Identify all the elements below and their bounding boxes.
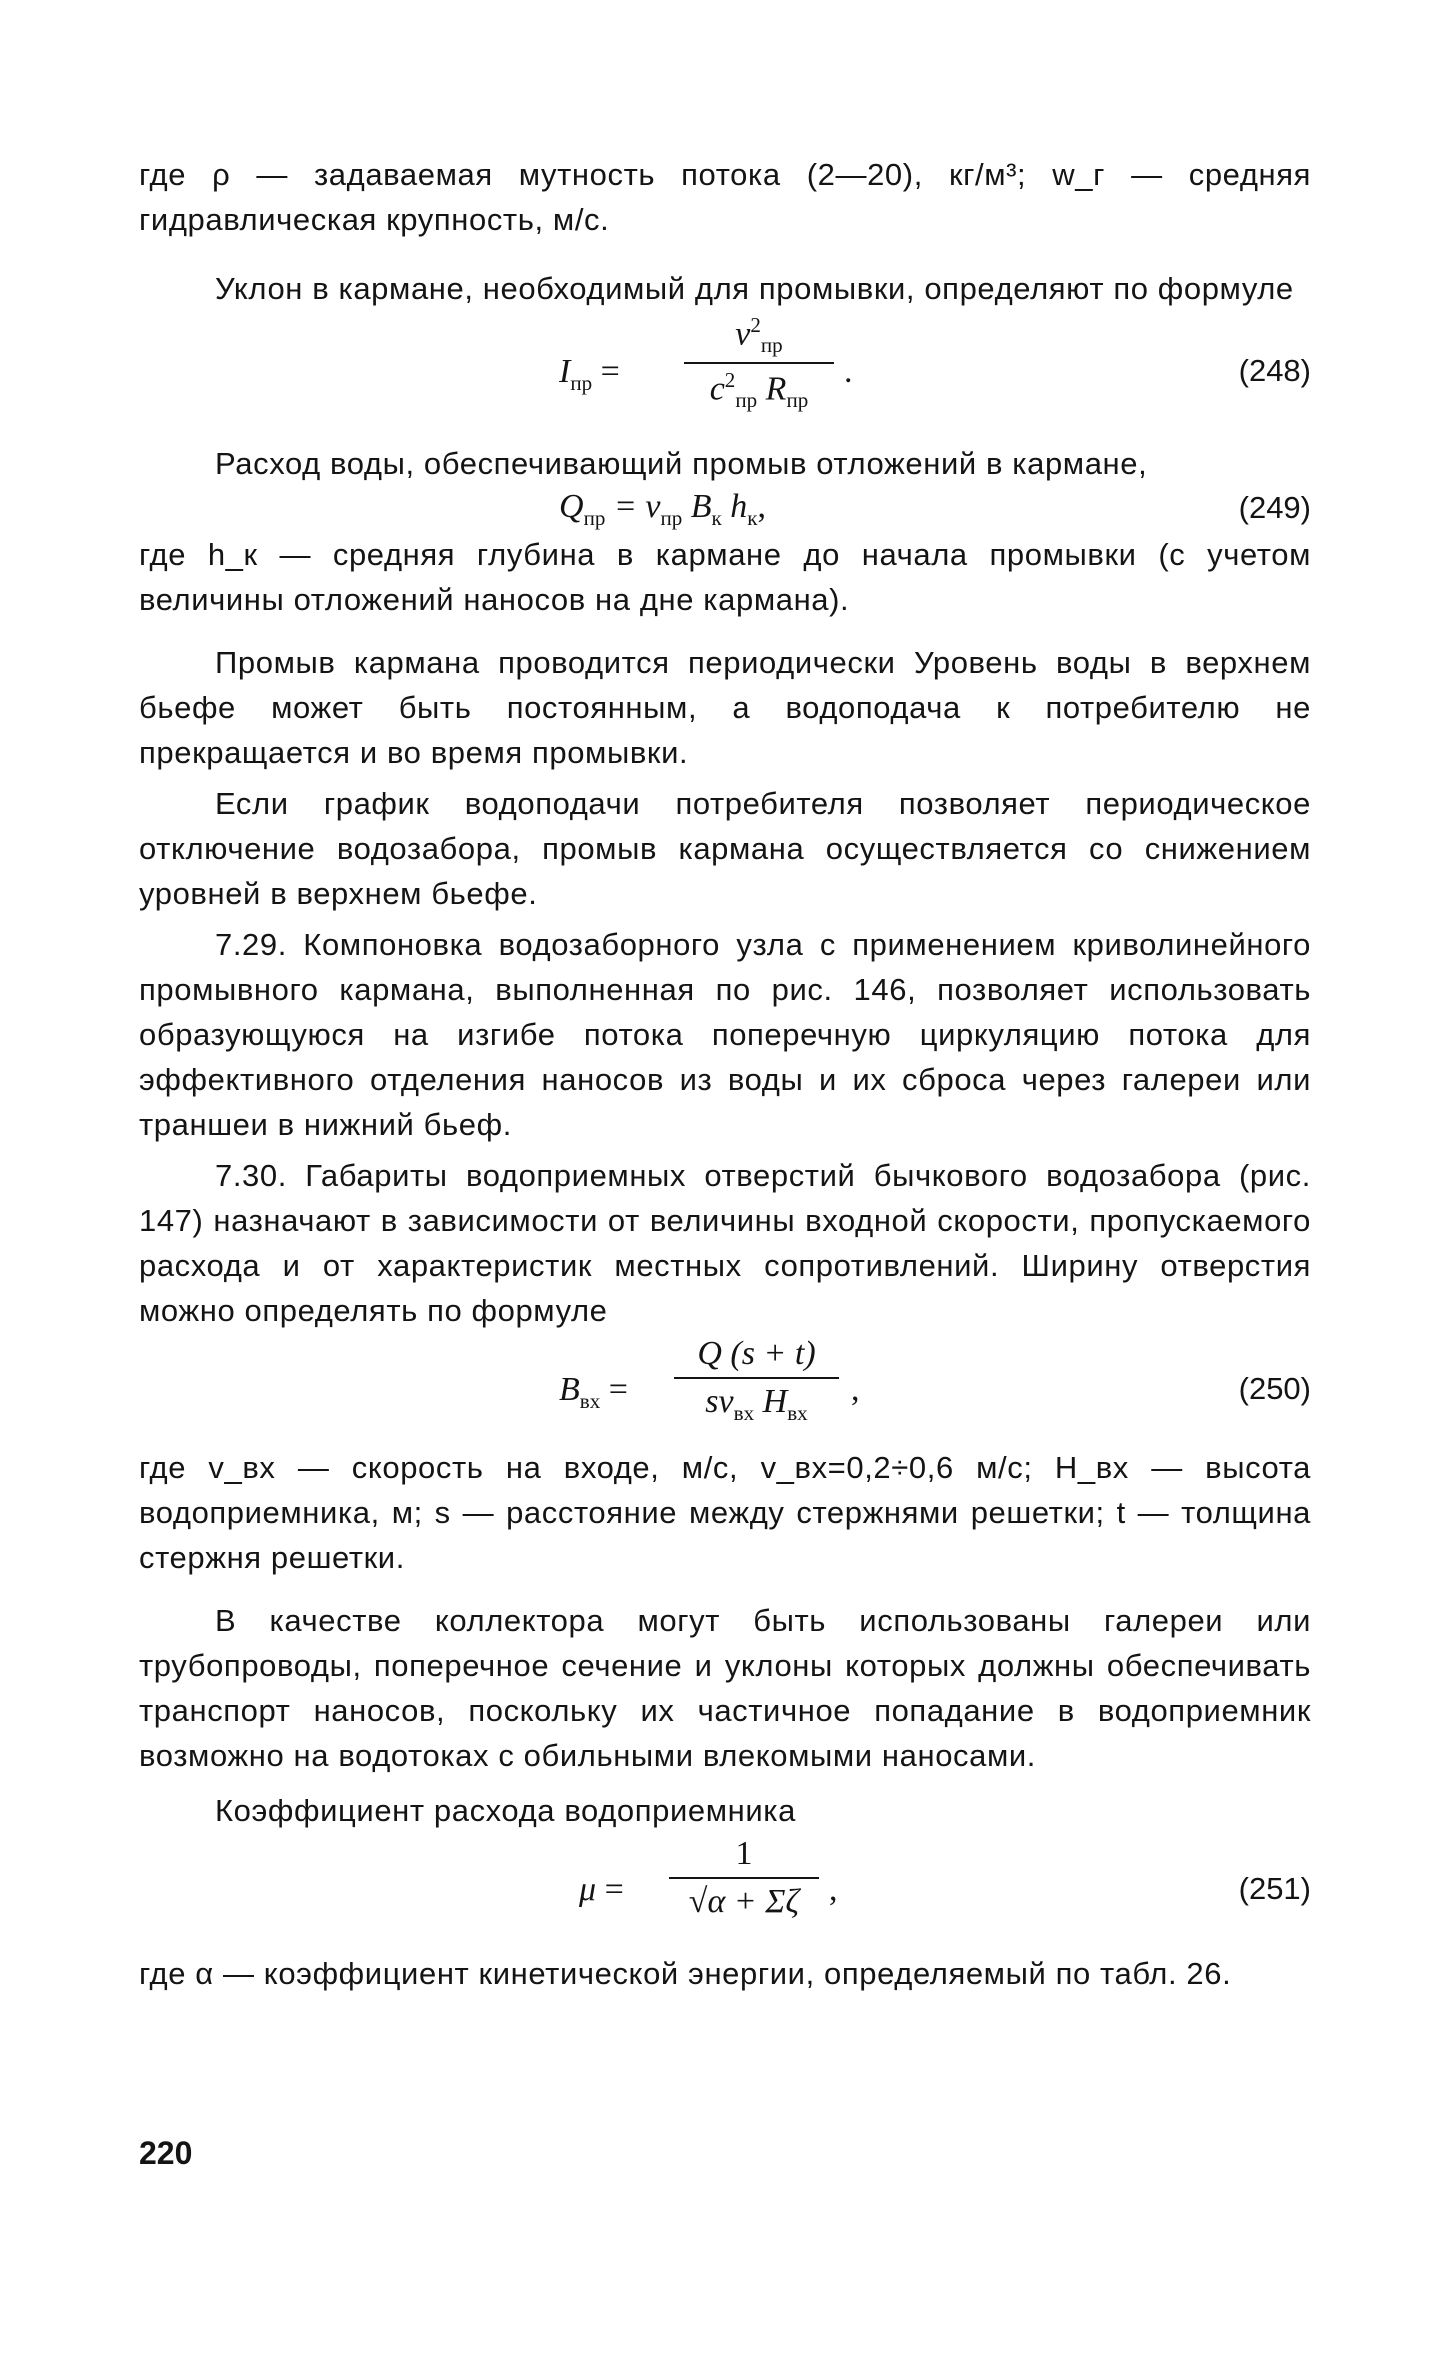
equation-number-249: (249) <box>1238 490 1311 525</box>
formula-249-expr: $Q_{пр} = v_{пр}$ $B_к$ $h_к$, <box>559 488 767 530</box>
paragraph-slope-intro: Уклон в кармане, необходимый для промывки, определяют по формуле <box>215 271 1294 306</box>
formula-250 <box>139 1333 1311 1445</box>
formula-250-lhs: $B_{вх}$ = <box>559 1371 628 1413</box>
page-number: 220 <box>139 2135 193 2171</box>
formula-248-fraction: $v^2_{пр}$ $c^2_{пр}$ $R_{пр}$ <box>684 313 834 413</box>
paragraph-hk-definition: где h_к — средняя глубина в кармане до начала промывки (с учетом величины отложений наносов на дне кармана). <box>139 537 1311 617</box>
formula-251-tail: , <box>829 1871 838 1908</box>
paragraph-schedule: Если график водоподачи потребителя позволяет периодическое отключение водозабора, промыв кармана осуществляется со снижением уровней в верхнем бьефе. <box>139 786 1311 911</box>
paragraph-collector: В качестве коллектора могут быть использованы галереи или трубопроводы, поперечное сечение и уклоны которых должны обеспечивать транспорт наносов, поскольку их частичное попадание в водоприемник возможно на водотоках с обильными влекомыми наносами. <box>139 1603 1311 1773</box>
formula-251-fraction: 1 √α + Σζ <box>669 1835 819 1921</box>
paragraph-coefficient-intro: Коэффициент расхода водоприемника <box>215 1793 796 1828</box>
formula-251-lhs: μ = <box>579 1871 624 1908</box>
formula-248-tail: . <box>844 353 853 390</box>
paragraph-rho-definition: где ρ — задаваемая мутность потока (2—20), кг/м³; w_г — средняя гидравлическая крупность, м/с. <box>139 157 1311 237</box>
equation-number-248: (248) <box>1238 353 1311 388</box>
paragraph-section-7-29: 7.29. Компоновка водозаборного узла с применением криволинейного промывного кармана, выполненная по рис. 146, позволяет использовать образующуюся на изгибе потока поперечную циркуляцию потока для эффективного отделения наносов из воды и их сброса через галереи или траншеи в нижний бьеф. <box>139 927 1311 1142</box>
paragraph-periodic-flush: Промыв кармана проводится периодически Уровень воды в верхнем бьефе может быть постоянным, а водоподача к потребителю не прекращается и во время промывки. <box>139 645 1311 770</box>
paragraph-section-7-30: 7.30. Габариты водоприемных отверстий бычкового водозабора (рис. 147) назначают в зависимости от величины входной скорости, пропускаемого расхода и от характеристик местных сопротивлений. Ширину отверстия можно определять по формуле <box>139 1158 1311 1328</box>
paragraph-alpha-definition: где α — коэффициент кинетической энергии, определяемый по табл. 26. <box>139 1956 1232 1991</box>
formula-250-fraction: Q (s + t) $sv_{вх}$ $H_{вх}$ <box>674 1335 839 1426</box>
paragraph-discharge-intro: Расход воды, обеспечивающий промыв отложений в кармане, <box>215 446 1148 481</box>
formula-250-tail: , <box>851 1371 860 1408</box>
page-body <box>139 140 1311 1996</box>
equation-number-250: (250) <box>1238 1371 1311 1406</box>
formula-249 <box>139 486 1311 532</box>
paragraph-vin-definition: где v_вх — скорость на входе, м/с, v_вх=0,2÷0,6 м/с; H_вх — высота водоприемника, м; s — расстояние между стержнями решетки; t — толщина стержня решетки. <box>139 1450 1311 1575</box>
formula-251 <box>139 1833 1311 1951</box>
equation-number-251: (251) <box>1238 1871 1311 1906</box>
formula-248 <box>139 311 1311 441</box>
formula-248-lhs: $I_{пр}$ = <box>559 353 620 395</box>
